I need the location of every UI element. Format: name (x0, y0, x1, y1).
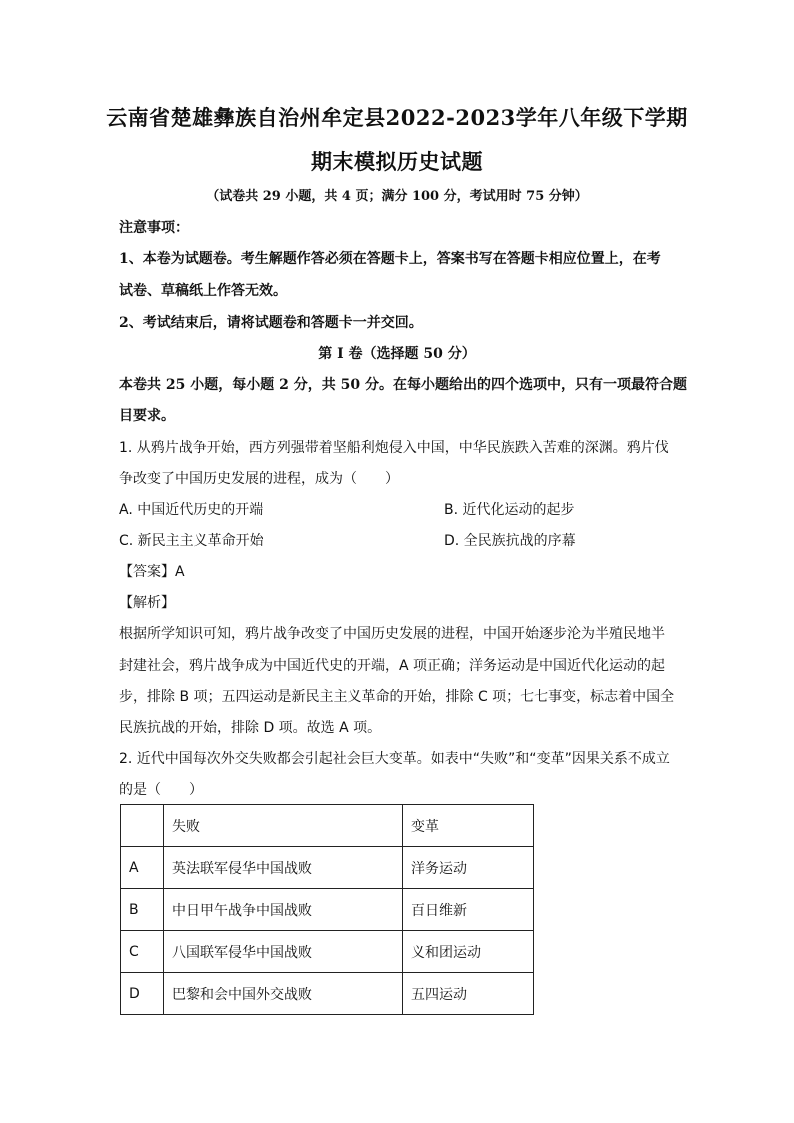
table-row (121, 931, 534, 973)
q1-option-c: C. 新民主主义革命开始 (119, 533, 264, 549)
q1-stem-line2: 争改变了中国历史发展的进程，成为（ ） (119, 471, 399, 487)
q1-option-a: A. 中国近代历史的开端 (119, 502, 264, 518)
exam-title-line2: 期末模拟历史试题 (311, 149, 483, 174)
section-heading: 第 I 卷（选择题 50 分） (318, 346, 476, 362)
q1-analysis-line4: 民族抗战的开始，排除 D 项。故选 A 项。 (119, 720, 382, 736)
table-cell: A (121, 847, 164, 889)
table-cell: 八国联军侵华中国战败 (164, 931, 403, 973)
q2-stem-line2: 的是（ ） (119, 782, 203, 798)
table-cell: C (121, 931, 164, 973)
q1-analysis-label: 【解析】 (119, 595, 175, 611)
notice-item2: 2、考试结束后，请将试题卷和答题卡一并交回。 (119, 315, 423, 331)
notice-heading: 注意事项： (119, 220, 189, 236)
q1-answer: 【答案】A (119, 564, 185, 580)
table-cell: 洋务运动 (403, 847, 534, 889)
q1-analysis-line3: 步，排除 B 项；五四运动是新民主主义革命的开始，排除 C 项；七七事变，标志着中国全 (119, 689, 675, 705)
table-cell: 巴黎和会中国外交战败 (164, 973, 403, 1015)
q1-analysis-line1: 根据所学知识可知，鸦片战争改变了中国历史发展的进程，中国开始逐步沦为半殖民地半 (119, 626, 665, 642)
table-header-cell (121, 805, 164, 847)
q1-option-d: D. 全民族抗战的序幕 (444, 533, 576, 549)
table-row (121, 889, 534, 931)
q2-table (120, 804, 534, 1015)
table-row (121, 847, 534, 889)
table-cell: B (121, 889, 164, 931)
q1-analysis-line2: 封建社会，鸦片战争成为中国近代史的开端，A 项正确；洋务运动是中国近代化运动的起 (119, 658, 666, 674)
table-cell: 中日甲午战争中国战败 (164, 889, 403, 931)
table-cell: 百日维新 (403, 889, 534, 931)
table-cell: D (121, 973, 164, 1015)
table-header-cell: 失败 (164, 805, 403, 847)
q2-stem-line1: 2. 近代中国每次外交失败都会引起社会巨大变革。如表中“失败”和“变革”因果关系不成立 (119, 751, 670, 767)
exam-subtitle: （试卷共 29 小题，共 4 页；满分 100 分，考试用时 75 分钟） (206, 189, 588, 204)
q1-option-b: B. 近代化运动的起步 (444, 502, 575, 518)
table-cell: 五四运动 (403, 973, 534, 1015)
table-cell: 义和团运动 (403, 931, 534, 973)
section-desc-line1: 本卷共 25 小题，每小题 2 分，共 50 分。在每小题给出的四个选项中，只有一项最符合题 (119, 377, 687, 393)
exam-title-line1: 云南省楚雄彝族自治州牟定县2022-2023学年八年级下学期 (106, 105, 688, 130)
table-cell: 英法联军侵华中国战败 (164, 847, 403, 889)
notice-item1-line1: 1、本卷为试题卷。考生解题作答必须在答题卡上，答案书写在答题卡相应位置上，在考 (119, 251, 661, 267)
q1-stem-line1: 1. 从鸦片战争开始，西方列强带着坚船利炮侵入中国，中华民族跌入苦难的深渊。鸦片伐 (119, 440, 669, 456)
notice-item1-line2: 试卷、草稿纸上作答无效。 (119, 283, 287, 299)
table-header-cell: 变革 (403, 805, 534, 847)
table-row (121, 973, 534, 1015)
section-desc-line2: 目要求。 (119, 408, 175, 424)
table-header-row (121, 805, 534, 847)
